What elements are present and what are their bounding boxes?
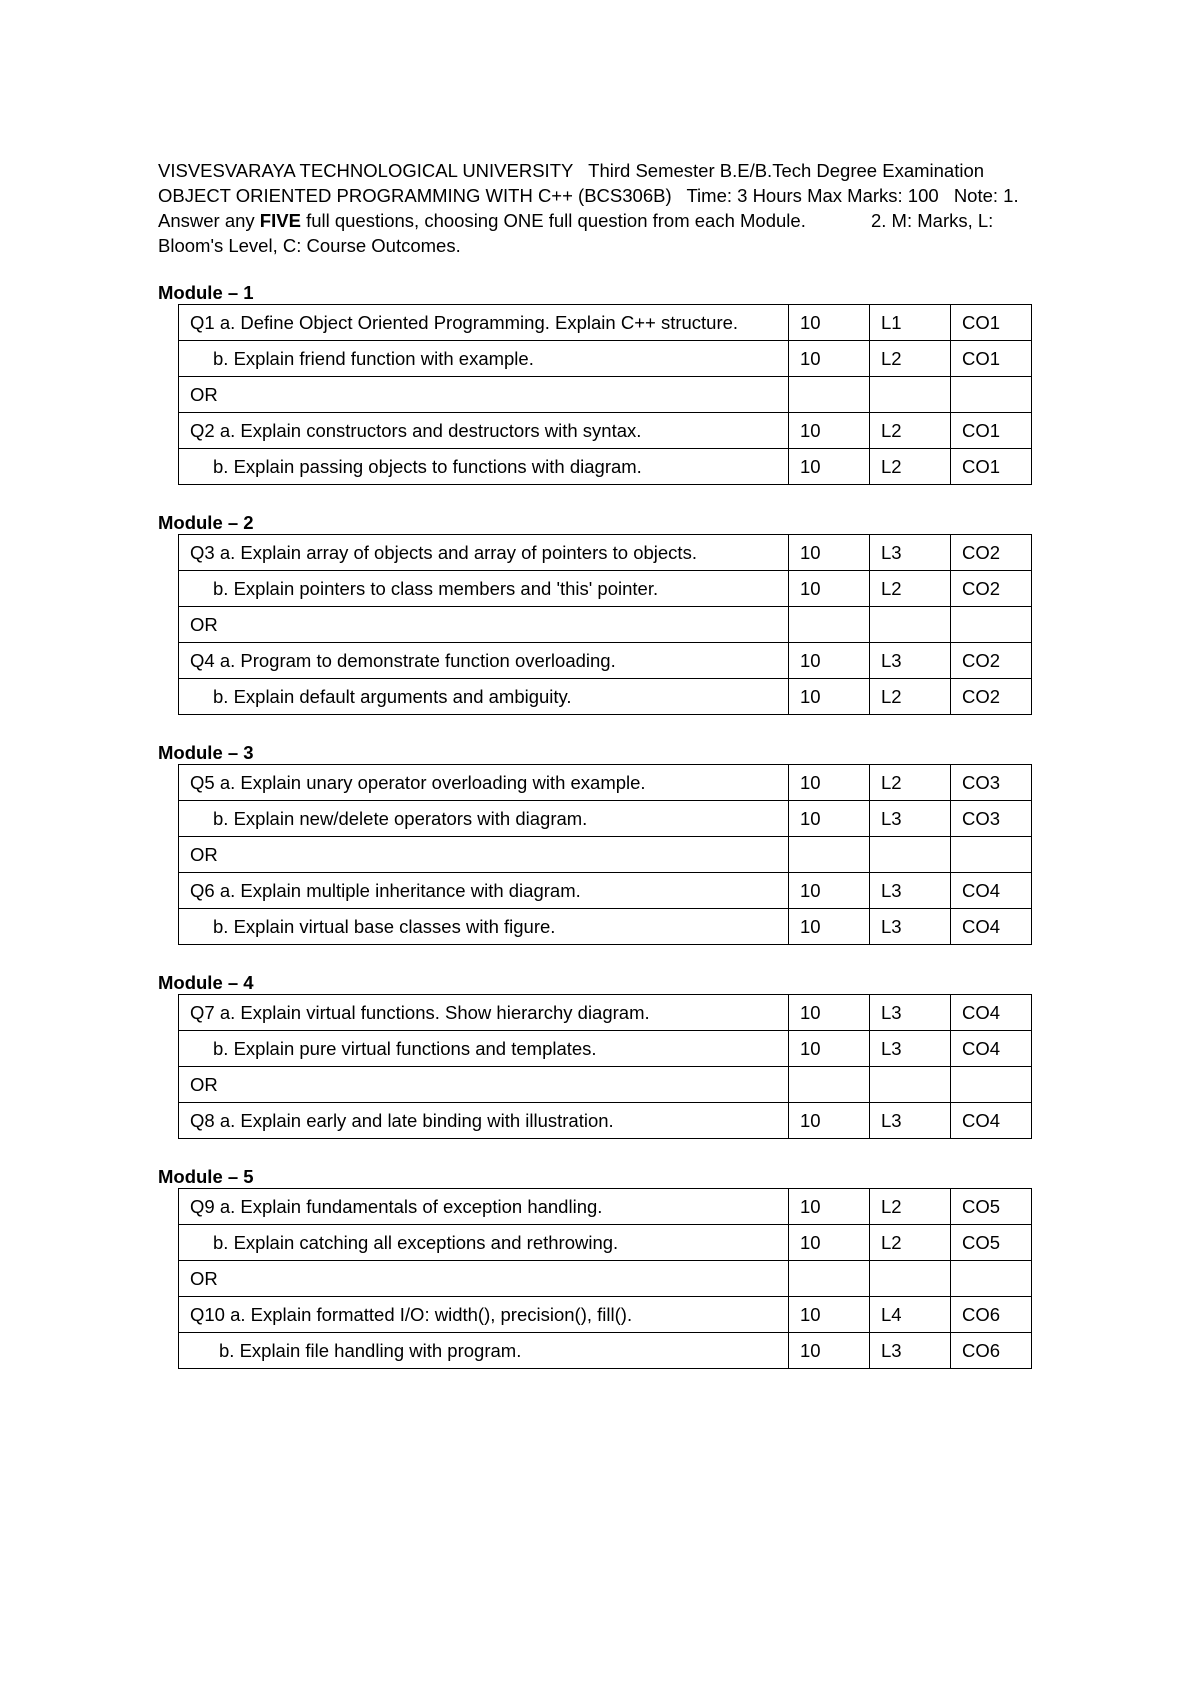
marks-cell [789,837,870,873]
table-row [179,341,1032,377]
question-text: Q7 a. Explain virtual functions. Show hierarchy diagram. [179,995,789,1031]
exam-paper [158,158,1038,1369]
table-row [179,1067,1032,1103]
question-text: Q4 a. Program to demonstrate function overloading. [179,643,789,679]
co-cell: CO2 [951,571,1032,607]
note-2: 2. M: Marks, L: Bloom's Level, C: Course Outcomes. [158,210,994,256]
module-1-table [178,304,1032,485]
level-cell: L3 [870,1031,951,1067]
level-cell: L2 [870,413,951,449]
question-text: Q6 a. Explain multiple inheritance with diagram. [179,873,789,909]
level-cell: L1 [870,305,951,341]
co-cell: CO1 [951,341,1032,377]
or-separator: OR [179,1067,789,1103]
marks-cell: 10 [789,413,870,449]
question-text: Q10 a. Explain formatted I/O: width(), precision(), fill(). [179,1297,789,1333]
marks-cell: 10 [789,1225,870,1261]
question-text: Q3 a. Explain array of objects and array of pointers to objects. [179,535,789,571]
level-cell: L2 [870,1225,951,1261]
level-cell: L2 [870,679,951,715]
level-cell: L2 [870,765,951,801]
question-text: b. Explain default arguments and ambiguity. [179,679,789,715]
marks-cell: 10 [789,643,870,679]
marks-cell: 10 [789,449,870,485]
module-3-table [178,764,1032,945]
marks-cell: 10 [789,801,870,837]
table-row [179,1297,1032,1333]
question-text: b. Explain friend function with example. [179,341,789,377]
co-cell [951,1261,1032,1297]
table-row [179,837,1032,873]
co-cell: CO2 [951,535,1032,571]
co-cell: CO4 [951,995,1032,1031]
level-cell [870,607,951,643]
co-cell: CO4 [951,1103,1032,1139]
level-cell: L3 [870,909,951,945]
marks-cell: 10 [789,873,870,909]
level-cell [870,1067,951,1103]
marks-cell [789,377,870,413]
question-text: b. Explain catching all exceptions and rethrowing. [179,1225,789,1261]
table-row [179,1333,1032,1369]
marks-cell [789,1067,870,1103]
level-cell [870,1261,951,1297]
level-cell: L2 [870,449,951,485]
module-1-title: Module – 1 [158,282,254,303]
co-cell: CO5 [951,1189,1032,1225]
co-cell: CO1 [951,413,1032,449]
table-row [179,607,1032,643]
marks-cell: 10 [789,571,870,607]
table-row [179,679,1032,715]
university-name: VISVESVARAYA TECHNOLOGICAL UNIVERSITY [158,160,574,181]
co-cell: CO1 [951,449,1032,485]
question-text: Q9 a. Explain fundamentals of exception handling. [179,1189,789,1225]
question-text: b. Explain new/delete operators with diagram. [179,801,789,837]
semester-text: Third Semester B.E/B.Tech Degree Examination [588,160,985,181]
question-text: b. Explain pointers to class members and 'this' pointer. [179,571,789,607]
level-cell [870,837,951,873]
table-row [179,1189,1032,1225]
note-1: Note: 1. Answer any FIVE full questions, choosing ONE full question from each Module. [158,185,1019,231]
max-marks: Max Marks: 100 [807,185,939,206]
co-cell: CO5 [951,1225,1032,1261]
co-cell: CO2 [951,679,1032,715]
table-row [179,801,1032,837]
question-text: b. Explain file handling with program. [179,1333,789,1369]
marks-cell: 10 [789,1031,870,1067]
table-row [179,449,1032,485]
module-5-title: Module – 5 [158,1166,254,1187]
question-text: b. Explain virtual base classes with figure. [179,909,789,945]
level-cell: L3 [870,1103,951,1139]
co-cell: CO4 [951,873,1032,909]
question-text: b. Explain passing objects to functions with diagram. [179,449,789,485]
question-text: Q1 a. Define Object Oriented Programming. Explain C++ structure. [179,305,789,341]
level-cell: L2 [870,1189,951,1225]
co-cell: CO6 [951,1333,1032,1369]
module-2-table [178,534,1032,715]
table-row [179,995,1032,1031]
question-text: b. Explain pure virtual functions and templates. [179,1031,789,1067]
marks-cell: 10 [789,305,870,341]
level-cell: L3 [870,873,951,909]
marks-cell: 10 [789,909,870,945]
co-cell: CO3 [951,765,1032,801]
level-cell [870,377,951,413]
table-row [179,413,1032,449]
table-row [179,643,1032,679]
co-cell: CO4 [951,1031,1032,1067]
level-cell: L3 [870,1333,951,1369]
table-row [179,765,1032,801]
table-row [179,535,1032,571]
co-cell: CO2 [951,643,1032,679]
subject-title: OBJECT ORIENTED PROGRAMMING WITH C++ (BCS306B) [158,185,672,206]
table-row [179,873,1032,909]
table-row [179,1261,1032,1297]
marks-cell: 10 [789,765,870,801]
level-cell: L3 [870,535,951,571]
question-text: Q8 a. Explain early and late binding with illustration. [179,1103,789,1139]
co-cell [951,1067,1032,1103]
level-cell: L4 [870,1297,951,1333]
table-row [179,1031,1032,1067]
co-cell: CO6 [951,1297,1032,1333]
level-cell: L2 [870,341,951,377]
co-cell [951,607,1032,643]
co-cell: CO4 [951,909,1032,945]
table-row [179,305,1032,341]
marks-cell: 10 [789,1333,870,1369]
module-4-title: Module – 4 [158,972,254,993]
question-text: Q2 a. Explain constructors and destructors with syntax. [179,413,789,449]
marks-cell: 10 [789,1103,870,1139]
or-separator: OR [179,607,789,643]
co-cell: CO1 [951,305,1032,341]
level-cell: L3 [870,995,951,1031]
module-2-title: Module – 2 [158,512,254,533]
marks-cell: 10 [789,1189,870,1225]
marks-cell: 10 [789,341,870,377]
co-cell [951,837,1032,873]
marks-cell: 10 [789,535,870,571]
question-text: Q5 a. Explain unary operator overloading with example. [179,765,789,801]
marks-cell [789,607,870,643]
co-cell [951,377,1032,413]
marks-cell: 10 [789,995,870,1031]
co-cell: CO3 [951,801,1032,837]
table-row [179,571,1032,607]
module-5-table [178,1188,1032,1369]
level-cell: L3 [870,643,951,679]
table-row [179,1225,1032,1261]
level-cell: L2 [870,571,951,607]
exam-header [158,158,1038,258]
or-separator: OR [179,377,789,413]
marks-cell: 10 [789,1297,870,1333]
table-row [179,377,1032,413]
table-row [179,1103,1032,1139]
marks-cell: 10 [789,679,870,715]
level-cell: L3 [870,801,951,837]
or-separator: OR [179,1261,789,1297]
table-row [179,909,1032,945]
exam-time: Time: 3 Hours [686,185,802,206]
module-3-title: Module – 3 [158,742,254,763]
module-4-table [178,994,1032,1139]
marks-cell [789,1261,870,1297]
or-separator: OR [179,837,789,873]
